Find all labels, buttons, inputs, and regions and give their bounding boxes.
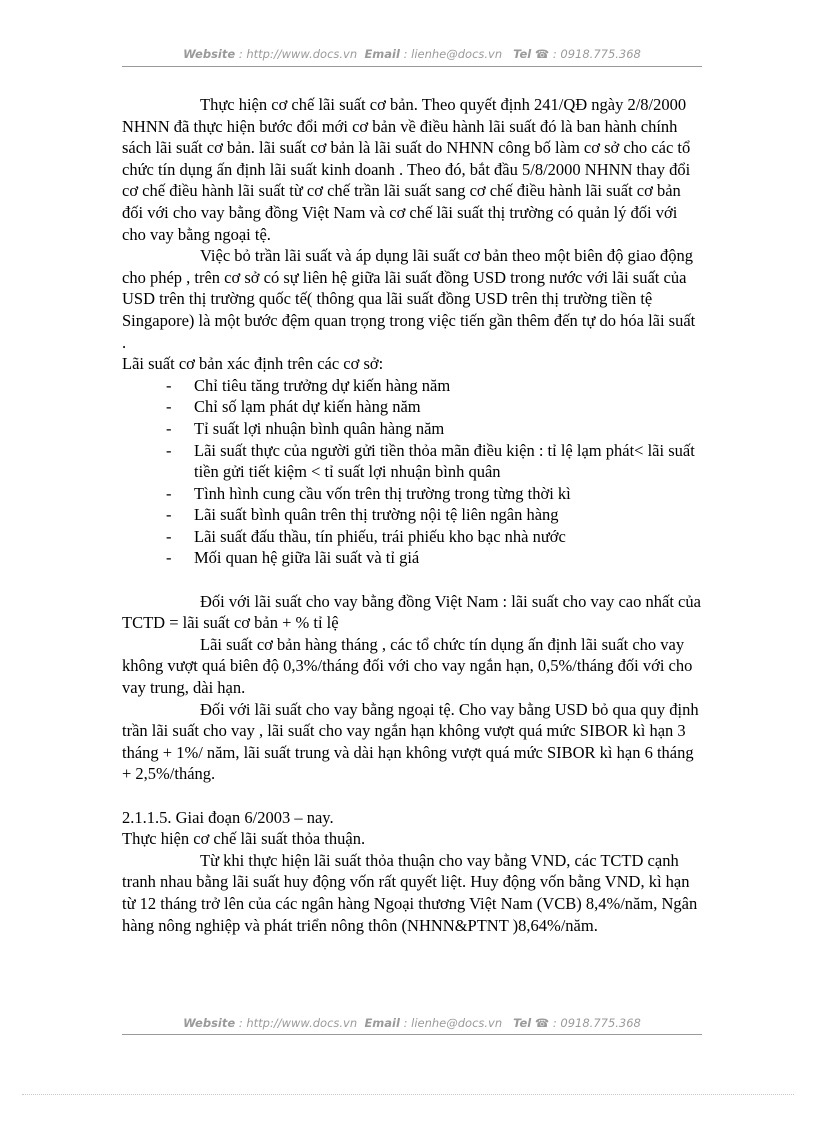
list-item-text: Lãi suất bình quân trên thị trường nội tệ liên ngân hàng <box>194 505 559 525</box>
list-item-text: Chỉ tiêu tăng trưởng dự kiến hàng năm <box>194 375 451 395</box>
paragraph-8: Từ khi thực hiện lãi suất thỏa thuận cho vay bằng VND, các TCTD cạnh tranh nhau bằng lãi suất huy động vốn rất quyết liệt. Huy động vốn bằng VND, kì hạn từ 12 tháng trở lên của các ngân hàng Ngoại thương Việt Nam (VCB) 8,4%/năm, Ngân hàng nông nghiệp và phát triển nông thôn (NHNN&PTNT )8,64%/năm. <box>122 850 698 935</box>
page-footer <box>122 1016 702 1030</box>
paragraph-spacer <box>122 785 702 807</box>
list-item <box>122 418 702 440</box>
bullet-marker: - <box>166 375 172 395</box>
bullet-marker: - <box>166 440 172 460</box>
header-email-label: Email <box>364 47 400 61</box>
section-heading: 2.1.1.5. Giai đoạn 6/2003 – nay. <box>122 807 334 827</box>
page-header <box>122 47 702 61</box>
paragraph-5: Lãi suất cơ bản hàng tháng , các tổ chức tín dụng ấn định lãi suất cho vay không vượt quá biên độ 0,3%/tháng đối với cho vay ngắn hạn, 0,5%/tháng đối với cho vay trung, dài hạn. <box>122 634 693 698</box>
bullet-marker: - <box>166 526 172 546</box>
list-item-text: Mối quan hệ giữa lãi suất và tỉ giá <box>194 548 420 568</box>
list-item-text: Lãi suất thực của người gửi tiền thỏa mãn điều kiện : tỉ lệ lạm phát< lãi suất tiền gửi tiết kiệm < tỉ suất lợi nhuận bình quân <box>194 440 695 482</box>
footer-website-label: Website <box>183 1016 236 1030</box>
bullet-list <box>122 375 702 569</box>
bullet-marker: - <box>166 418 172 438</box>
paragraph-1: Thực hiện cơ chế lãi suất cơ bản. Theo quyết định 241/QĐ ngày 2/8/2000 NHNN đã thực hiện bước đổi mới cơ bản về điều hành lãi suất đó là ban hành chính sách lãi suất cơ bản. lãi suất cơ bản là lãi suất do NHNN công bố làm cơ sở cho các tổ chức tín dụng ấn định lãi suất kinh doanh . Theo đó, bắt đầu 5/8/2000 NHNN thay đổi cơ chế điều hành lãi suất từ cơ chế trần lãi suất sang cơ chế điều hành lãi suất cơ bản đối với cho vay bằng đồng Việt Nam và cơ chế lãi suất thị trường có quản lý đối với cho vay bằng ngoại tệ. <box>122 95 691 244</box>
header-website-label: Website <box>183 47 236 61</box>
list-item <box>122 440 702 483</box>
footer-tel-label: Tel <box>513 1016 532 1030</box>
paragraph-4: Đối với lãi suất cho vay bằng đồng Việt Nam : lãi suất cho vay cao nhất của TCTD = lãi suất cơ bản + % tỉ lệ <box>122 591 701 633</box>
paragraph-spacer <box>122 569 702 591</box>
list-item-text: Tình hình cung cầu vốn trên thị trường trong từng thời kì <box>194 483 571 503</box>
list-item-text: Lãi suất đấu thầu, tín phiếu, trái phiếu kho bạc nhà nước <box>194 526 566 546</box>
list-item <box>122 375 702 397</box>
footer-email-label: Email <box>364 1016 400 1030</box>
list-item <box>122 504 702 526</box>
footer-website-url: : http://www.docs.vn <box>238 1016 358 1030</box>
header-website-url: : http://www.docs.vn <box>238 47 358 61</box>
document-body <box>122 94 702 936</box>
bullet-marker: - <box>166 548 172 568</box>
header-email-value: : lienhe@docs.vn <box>403 47 503 61</box>
list-item <box>122 483 702 505</box>
header-tel-label: Tel <box>513 47 532 61</box>
paragraph-6: Đối với lãi suất cho vay bằng ngoại tệ. Cho vay bằng USD bỏ qua quy định trần lãi suất cho vay , lãi suất cho vay ngắn hạn không vượt quá mức SIBOR kì hạn 3 tháng + 1%/ năm, lãi suất trung và dài hạn không vượt quá mức SIBOR kì hạn 6 tháng + 2,5%/tháng. <box>122 699 699 784</box>
list-item-text: Tỉ suất lợi nhuận bình quân hàng năm <box>194 418 445 438</box>
paragraph-3: Lãi suất cơ bản xác định trên các cơ sở: <box>122 354 384 374</box>
paragraph-2: Việc bỏ trần lãi suất và áp dụng lãi suất cơ bản theo một biên độ giao động cho phép , trên cơ sở có sự liên hệ giữa lãi suất đồng USD trong nước với lãi suất của USD trên thị trường quốc tế( thông qua lãi suất đồng USD trên thị trường tiền tệ Singapore) là một bước đệm quan trọng trong việc tiến gần thêm đến tự do hóa lãi suất . <box>122 246 696 352</box>
header-divider <box>122 66 702 67</box>
bullet-marker: - <box>166 483 172 503</box>
footer-tel-value: ☎ : 0918.775.368 <box>534 1016 641 1030</box>
list-item <box>122 396 702 418</box>
bullet-marker: - <box>166 397 172 417</box>
paragraph-7: Thực hiện cơ chế lãi suất thỏa thuận. <box>122 829 366 849</box>
bullet-marker: - <box>166 505 172 525</box>
list-item-text: Chỉ số lạm phát dự kiến hàng năm <box>194 397 421 417</box>
list-item <box>122 526 702 548</box>
list-item <box>122 547 702 569</box>
footer-divider <box>122 1034 702 1035</box>
header-tel-value: ☎ : 0918.775.368 <box>534 47 641 61</box>
footer-email-value: : lienhe@docs.vn <box>403 1016 503 1030</box>
page-bottom-border <box>22 1094 794 1095</box>
